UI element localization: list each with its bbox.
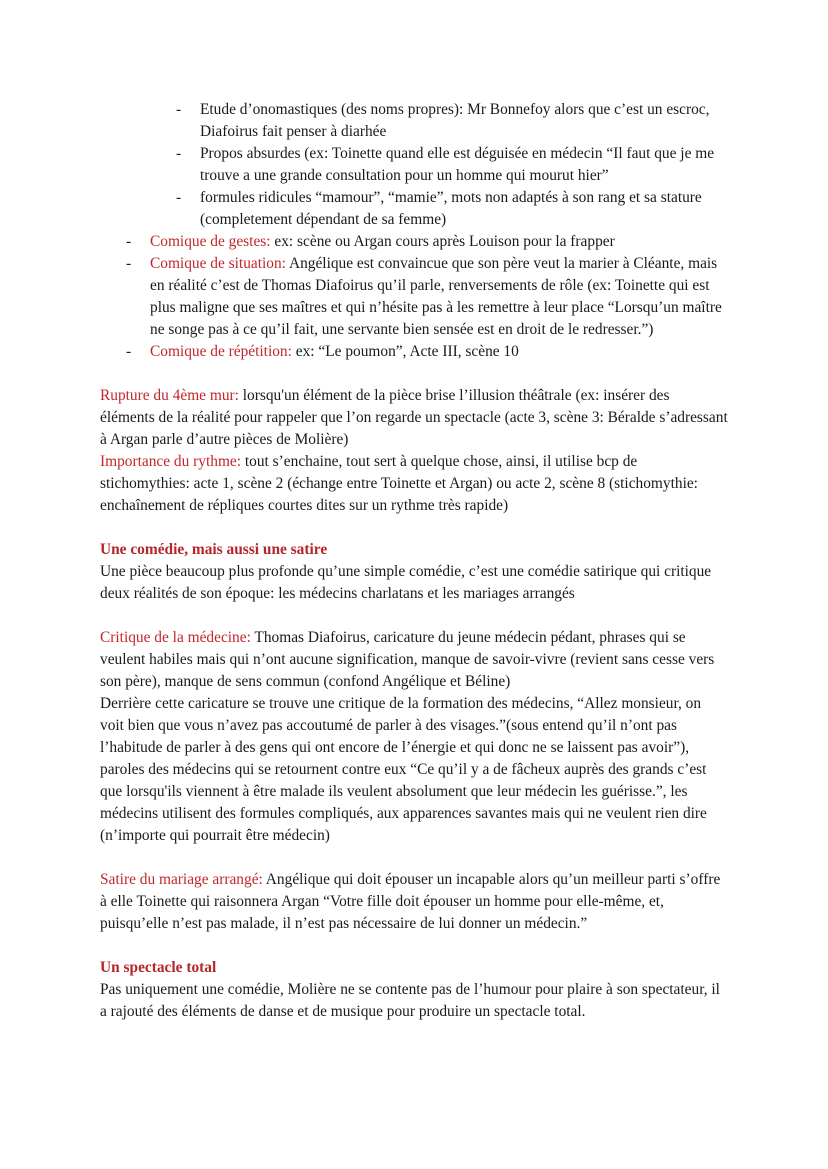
item-text: ex: scène ou Argan cours après Louison pour la frapper	[270, 233, 615, 250]
medecine-text: Thomas Diafoirus, caricature du jeune médecin pédant, phrases qui se veulent habiles mais qui n’ont aucune signification, manque de savoir-vivre (revient sans cesse vers son père), manque de sens commun (confond Angélique et Béline)	[100, 629, 715, 690]
mariage-label: Satire du mariage arrangé:	[100, 871, 263, 888]
rythme-paragraph	[100, 451, 728, 517]
item-label: Comique de répétition:	[150, 343, 292, 360]
item-label: Comique de gestes:	[150, 233, 271, 250]
medecine-paragraph	[100, 627, 728, 693]
item-label: Comique de situation:	[150, 255, 286, 272]
list-item: - formules ridicules “mamour”, “mamie”, mots non adaptés à son rang et sa stature (completement dépendant de sa femme)	[100, 187, 728, 231]
mariage-paragraph	[100, 869, 728, 935]
medecine-paragraph-2: Derrière cette caricature se trouve une critique de la formation des médecins, “Allez monsieur, on voit bien que vous n’avez pas accoutumé de parler à des visages.”(sous entend qu’il n’ont pas l’habitude de parler à des gens qui ont encore de l’énergie et qui donc ne se laissent pas avoir”), paroles des médecins qui se retournent contre eux “Ce qu’il y a de fâcheux auprès des grands c’est que lorsqu'ils viennent à être malade ils veulent absolument que leur médecin les guérisse.”, les médecins utilisent des formules compliqués, aux apparences savantes mais qui ne veulent rien dire (n’importe qui pourrait être médecin)	[100, 695, 707, 844]
document-body	[100, 99, 728, 1023]
list-item	[100, 253, 728, 341]
spectacle-heading: Un spectacle total	[100, 959, 217, 976]
rythme-text: tout s’enchaine, tout sert à quelque chose, ainsi, il utilise bcp de stichomythies: acte 1, scène 2 (échange entre Toinette et Argan) ou acte 2, scène 8 (stichomythie: enchaînement de répliques courtes dites sur un rythme très rapide)	[100, 453, 698, 514]
rythme-label: Importance du rythme:	[100, 453, 242, 470]
list-item: - Propos absurdes (ex: Toinette quand elle est déguisée en médecin “Il faut que je me trouve a une grande consultation pour un homme qui mourut hier”	[100, 143, 728, 187]
comique-list	[100, 231, 728, 363]
item-text: ex: “Le poumon”, Acte III, scène 10	[291, 343, 519, 360]
rupture-paragraph	[100, 385, 728, 451]
item-text: Angélique est convaincue que son père veut la marier à Cléante, mais en réalité c’est de Thomas Diafoirus qu’il parle, renversements de rôle (ex: Toinette qui est plus maligne que ses maîtres et qui n’hésite pas à les remettre à leur place “Lorsqu’un maître ne songe pas à ce qu’il fait, une servante bien sensée est en droit de le redresser.”)	[150, 255, 722, 338]
medecine-label: Critique de la médecine:	[100, 629, 251, 646]
spectacle-text: Pas uniquement une comédie, Molière ne se contente pas de l’humour pour plaire à son spectateur, il a rajouté des éléments de danse et de musique pour produire un spectacle total.	[100, 981, 720, 1020]
list-item	[100, 231, 728, 253]
list-item: - Etude d’onomastiques (des noms propres): Mr Bonnefoy alors que c’est un escroc, Diafoirus fait penser à diarhée	[100, 99, 728, 143]
satire-intro: Une pièce beaucoup plus profonde qu’une simple comédie, c’est une comédie satirique qui critique deux réalités de son époque: les médecins charlatans et les mariages arrangés	[100, 563, 712, 602]
rupture-text: lorsqu'un élément de la pièce brise l’illusion théâtrale (ex: insérer des éléments de la réalité pour rappeler que l’on regarde un spectacle (acte 3, scène 3: Béralde s’adressant à Argan parle d’autre pièces de Molière)	[100, 387, 728, 448]
satire-heading: Une comédie, mais aussi une satire	[100, 541, 328, 558]
mariage-text: Angélique qui doit épouser un incapable alors qu’un meilleur parti s’offre à elle Toinette qui raisonnera Argan “Votre fille doit épouser un homme pour elle-même, et, puisqu’elle n’est pas malade, il n’est pas nécessaire de lui donner un médecin.”	[100, 871, 721, 932]
rupture-label: Rupture du 4ème mur:	[100, 387, 239, 404]
list-item	[100, 341, 728, 363]
sub-list	[100, 99, 728, 231]
